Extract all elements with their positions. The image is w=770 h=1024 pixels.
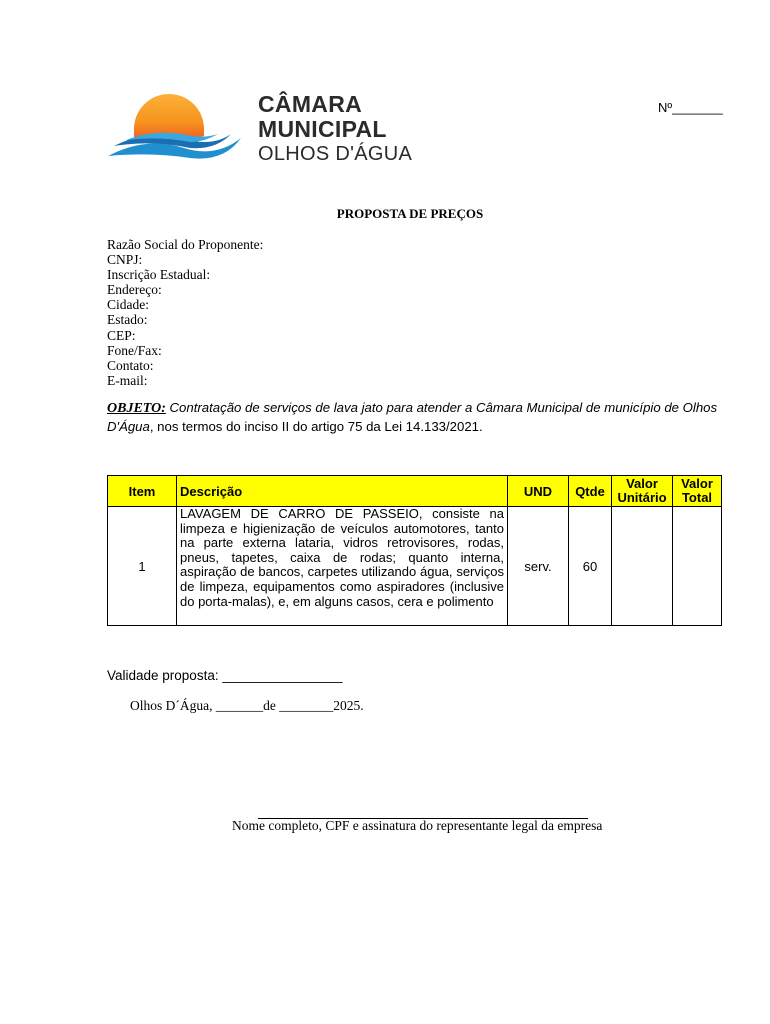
objeto-paragraph [107, 399, 722, 436]
logo-text-camara: CÂMARA [258, 91, 363, 117]
header-valor-total [673, 476, 722, 507]
logo-text-municipal: MUNICIPAL [258, 116, 387, 142]
field-cep: CEP: [107, 327, 136, 343]
field-razao-social: Razão Social do Proponente: [107, 237, 264, 252]
table-row [108, 507, 722, 626]
field-endereco: Endereço: [107, 282, 162, 298]
header-valor-total-line1: Valor [681, 476, 713, 491]
header-qtde: Qtde [569, 476, 612, 507]
validade-proposta: Validade proposta: ________________ [107, 668, 343, 683]
local-e-data: Olhos D´Água, _______de ________2025. [130, 698, 364, 713]
header-valor-unitario-line2: Unitário [617, 490, 667, 505]
header-valor-unitario-line1: Valor [626, 476, 658, 491]
field-inscricao-estadual: Inscrição Estadual: [107, 267, 211, 283]
field-contato: Contato: [107, 357, 154, 373]
header-descricao: Descrição [177, 476, 508, 507]
cell-und: serv. [508, 507, 569, 626]
cell-valor-unitario[interactable] [612, 507, 673, 626]
field-email: E-mail: [107, 372, 148, 388]
header-valor-total-line2: Total [681, 490, 713, 505]
document-number: Nº_______ [658, 100, 723, 115]
header-item: Item [108, 476, 177, 507]
objeto-text-rest: , nos termos do inciso II do artigo 75 da Lei 14.133/2021. [149, 419, 483, 434]
header-valor-unitario [612, 476, 673, 507]
field-estado: Estado: [107, 312, 148, 328]
objeto-text-italic: Contratação de serviços de lava jato para atender a Câmara Municipal de município de Olhos D'Água [107, 400, 718, 434]
cell-valor-total[interactable] [673, 507, 722, 626]
document-title: PROPOSTA DE PREÇOS [336, 206, 484, 221]
cell-item: 1 [108, 507, 177, 626]
cell-descricao: LAVAGEM DE CARRO DE PASSEIO, consiste na limpeza e higienização de veículos automotores, tanto na parte externa lataria, vidros retrovisores, rodas, pneus, tapetes, caixa de rodas; quanto interna, aspiração de bancos, carpetes utilizando água, serviços de limpeza, equipamentos como aspiradores (inclusive do porta-malas), e, em alguns casos, cera e polimento [177, 507, 508, 626]
logo-text-olhos-dagua: OLHOS D'ÁGUA [258, 143, 413, 165]
objeto-label: OBJETO: [107, 401, 166, 416]
price-table [107, 475, 722, 626]
field-cidade: Cidade: [107, 297, 149, 313]
field-fone-fax: Fone/Fax: [107, 342, 162, 358]
table-header-row [108, 476, 722, 507]
header-und: UND [508, 476, 569, 507]
signature-caption: Nome completo, CPF e assinatura do representante legal da empresa [232, 818, 603, 833]
camara-logo [106, 88, 246, 170]
cell-qtde: 60 [569, 507, 612, 626]
proponent-fields [107, 237, 263, 388]
field-cnpj: CNPJ: [107, 252, 143, 268]
